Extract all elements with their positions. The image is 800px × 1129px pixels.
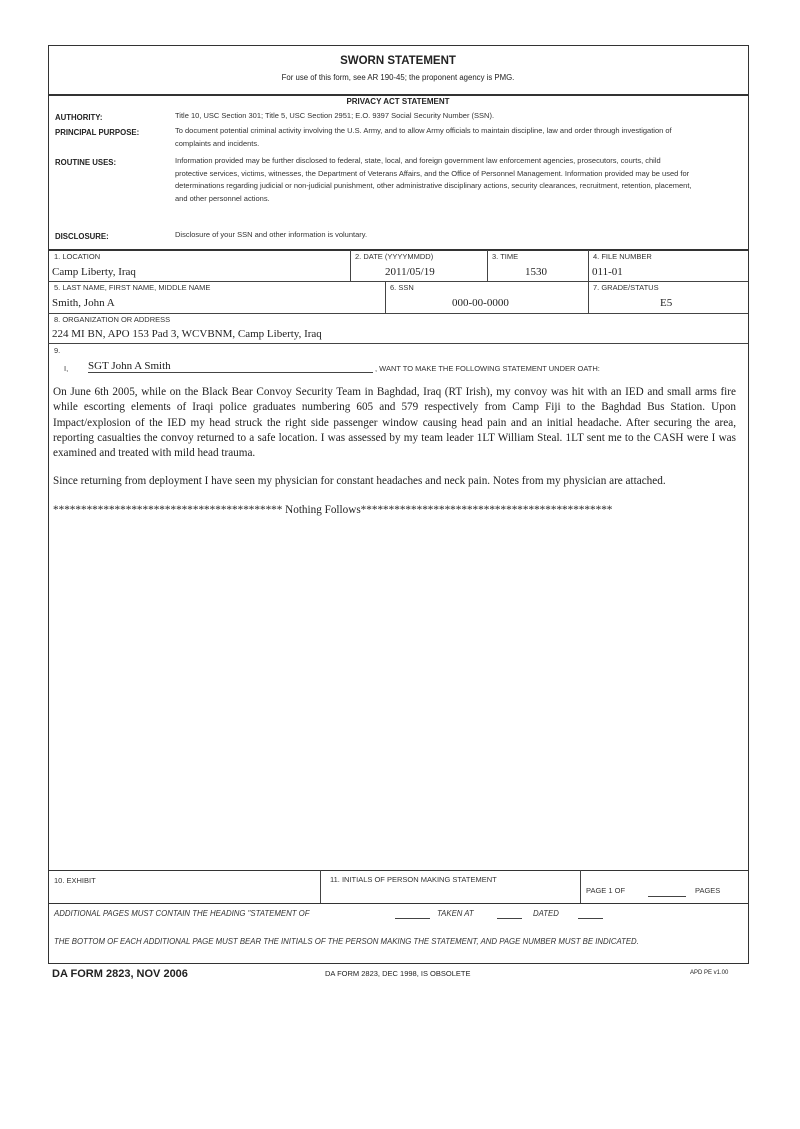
initials-label: 11. INITIALS OF PERSON MAKING STATEMENT — [330, 875, 497, 884]
grade-label: 7. GRADE/STATUS — [593, 283, 659, 292]
note-heading-text: ADDITIONAL PAGES MUST CONTAIN THE HEADING "STATEMENT OF — [54, 909, 310, 918]
purpose-label: PRINCIPAL PURPOSE: — [55, 128, 140, 137]
name-label: 5. LAST NAME, FIRST NAME, MIDDLE NAME — [54, 283, 211, 292]
routine-uses-text: Information provided may be further disclosed to federal, state, local, and foreign government law enforcement agencies, prosecutors, courts, child protective services, victims, witnesses, the Department of Veterans Affairs, and the Office of Personnel Management. Information provided may be used for determinations regarding judicial or non-judicial punishment, other administrative disciplinary actions, security clearances, recruitment, retention, placement, and other personnel actions. — [175, 156, 692, 203]
oath-text: , WANT TO MAKE THE FOLLOWING STATEMENT UNDER OATH: — [375, 364, 600, 373]
date-field[interactable]: 2011/05/19 — [385, 266, 435, 278]
location-field[interactable]: Camp Liberty, Iraq — [52, 266, 136, 278]
obsolete-notice: DA FORM 2823, DEC 1998, IS OBSOLETE — [325, 969, 471, 978]
purpose-text: To document potential criminal activity involving the U.S. Army, and to allow Army officials to maintain discipline, law and order through investigation of complaints and incidents. — [175, 126, 672, 148]
ssn-field[interactable]: 000-00-0000 — [452, 297, 509, 309]
nothing-follows: ***************************************** Nothing Follows********************************************* — [53, 504, 613, 516]
location-label: 1. LOCATION — [54, 252, 101, 261]
form-id: DA FORM 2823, NOV 2006 — [52, 968, 188, 980]
time-label: 3. TIME — [492, 252, 519, 261]
i-label: I, — [64, 364, 69, 373]
name-field[interactable]: Smith, John A — [52, 297, 115, 309]
organization-field[interactable]: 224 MI BN, APO 153 Pad 3, WCVBNM, Camp Liberty, Iraq — [52, 328, 322, 340]
page-count-field[interactable] — [648, 896, 686, 897]
file-number-field[interactable]: 011-01 — [592, 266, 623, 278]
pages-label: PAGES — [695, 886, 721, 895]
page-of-label: PAGE 1 OF — [586, 886, 626, 895]
time-field[interactable]: 1530 — [525, 266, 547, 278]
organization-label: 8. ORGANIZATION OR ADDRESS — [54, 315, 171, 324]
note-dated: DATED — [533, 909, 559, 918]
version-label: APD PE v1.00 — [690, 970, 729, 976]
note-bottom-initials: THE BOTTOM OF EACH ADDITIONAL PAGE MUST BEAR THE INITIALS OF THE PERSON MAKING THE STATEMENT, AND PAGE NUMBER MUST BE INDICATED. — [54, 937, 639, 946]
disclosure-text: Disclosure of your SSN and other information is voluntary. — [175, 230, 368, 239]
authority-label: AUTHORITY: — [55, 113, 103, 122]
ssn-label: 6. SSN — [390, 283, 414, 292]
form-title: SWORN STATEMENT — [340, 55, 456, 67]
grade-field[interactable]: E5 — [660, 297, 673, 309]
item9-label: 9. — [54, 346, 61, 355]
authority-text: Title 10, USC Section 301; Title 5, USC Section 2951; E.O. 9397 Social Security Number (SSN). — [175, 111, 495, 120]
statement-paragraph-2: Since returning from deployment I have seen my physician for constant headaches and neck pain. Notes from my physician are attached. — [53, 475, 666, 487]
privacy-heading: PRIVACY ACT STATEMENT — [346, 97, 450, 106]
routine-uses-label: ROUTINE USES: — [55, 158, 117, 167]
date-label: 2. DATE (YYYYMMDD) — [355, 252, 434, 261]
note-taken-at: TAKEN AT — [437, 909, 474, 918]
declarant-field[interactable]: SGT John A Smith — [88, 360, 373, 373]
statement-paragraph-1: On June 6th 2005, while on the Black Bear Convoy Security Team in Baghdad, Iraq (RT Irish), my convoy was hit with an IED and small arms fire while escorting elements of Iraqi police graduates numbering 605 and 579 respectively from Camp Fiji to the Baghdad Bus Station. Upon Impact/explosion of the IED my head struck the right side passenger window causing head pain and an initial headache. After securing the area, reporting casualties the convoy returned to a safe location. I was assessed by my team leader 1LT William Steal. 1LT sent me to the CASH were I was examined and treated with mild head trauma. — [53, 386, 736, 460]
disclosure-label: DISCLOSURE: — [55, 232, 109, 241]
form-subtitle: For use of this form, see AR 190-45; the proponent agency is PMG. — [281, 73, 515, 82]
exhibit-label: 10. EXHIBIT — [54, 876, 96, 885]
file-number-label: 4. FILE NUMBER — [593, 252, 652, 261]
